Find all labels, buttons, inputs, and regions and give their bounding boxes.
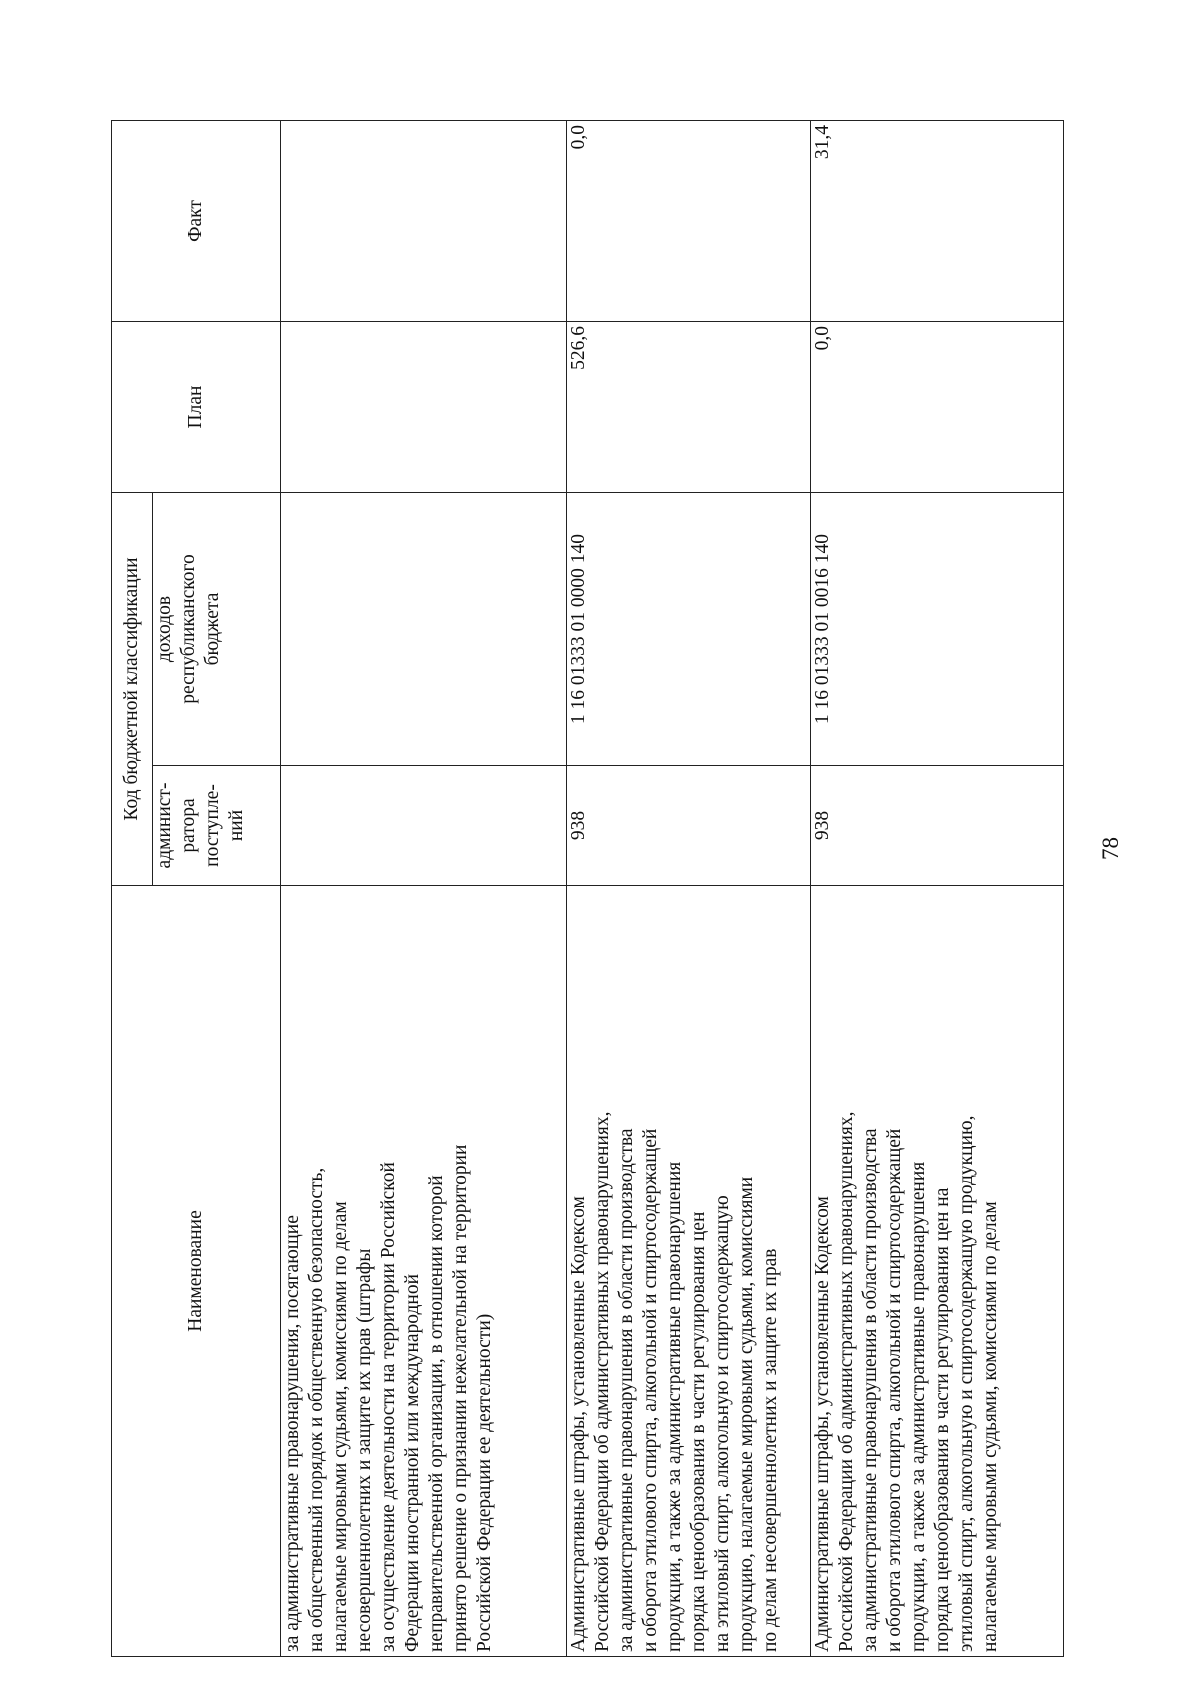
row-fact: 31,4 xyxy=(811,121,1064,322)
row-admin-code: 938 xyxy=(567,766,811,886)
header-code-group: Код бюджетной классификации xyxy=(112,493,153,886)
table-header-row xyxy=(112,121,153,1657)
table-row xyxy=(281,121,567,1657)
row-name: Административные штрафы, установленные Кодексом Российской Федерации об административных правонарушениях, за административные правонарушения в области производства и оборота этилового спирта, алкогольной и спиртосодержащей продукции, а также за административные правонарушения порядка ценообразования в части регулирования цен на этиловый спирт, алкогольную и спиртосодержащую продукцию, налагаемые мировыми судьями, комиссиями по делам несовершеннолетних и защите их прав xyxy=(567,886,811,1657)
header-revenue: доходов республиканского бюджета xyxy=(153,493,281,766)
row-admin-code xyxy=(281,766,567,886)
row-revenue-code: 1 16 01333 01 0016 140 xyxy=(811,493,1064,766)
row-plan xyxy=(281,322,567,493)
header-admin: админист- ратора поступле- ний xyxy=(153,766,281,886)
header-fact: Факт xyxy=(112,121,281,322)
budget-table xyxy=(111,120,1064,1657)
table-row xyxy=(567,121,811,1657)
header-plan: План xyxy=(112,322,281,493)
row-name: Административные штрафы, установленные Кодексом Российской Федерации об административных правонарушениях, за административные правонарушения в области производства и оборота этилового спирта, алкогольной и спиртосодержащей продукции, а также за административные правонарушения порядка ценообразования в части регулирования цен на этиловый спирт, алкогольную и спиртосодержащую продукцию, налагаемые мировыми судьями, комиссиями по делам xyxy=(811,886,1064,1657)
row-admin-code: 938 xyxy=(811,766,1064,886)
table-row xyxy=(811,121,1064,1657)
row-revenue-code: 1 16 01333 01 0000 140 xyxy=(567,493,811,766)
row-name: за административные правонарушения, посягающие на общественный порядок и общественную безопасность, налагаемые мировыми судьями, комиссиями по делам несовершеннолетних и защите их прав (штрафы за осуществление деятельности на территории Российской Федерации иностранной или международной неправительственной организации, в отношении которой принято решение о признании нежелательной на территории Российской Федерации ее деятельности) xyxy=(281,886,567,1657)
row-plan: 526,6 xyxy=(567,322,811,493)
row-fact: 0,0 xyxy=(567,121,811,322)
header-name: Наименование xyxy=(112,886,281,1657)
row-revenue-code xyxy=(281,493,567,766)
page-number: 78 xyxy=(1098,837,1123,860)
row-fact xyxy=(281,121,567,322)
row-plan: 0,0 xyxy=(811,322,1064,493)
